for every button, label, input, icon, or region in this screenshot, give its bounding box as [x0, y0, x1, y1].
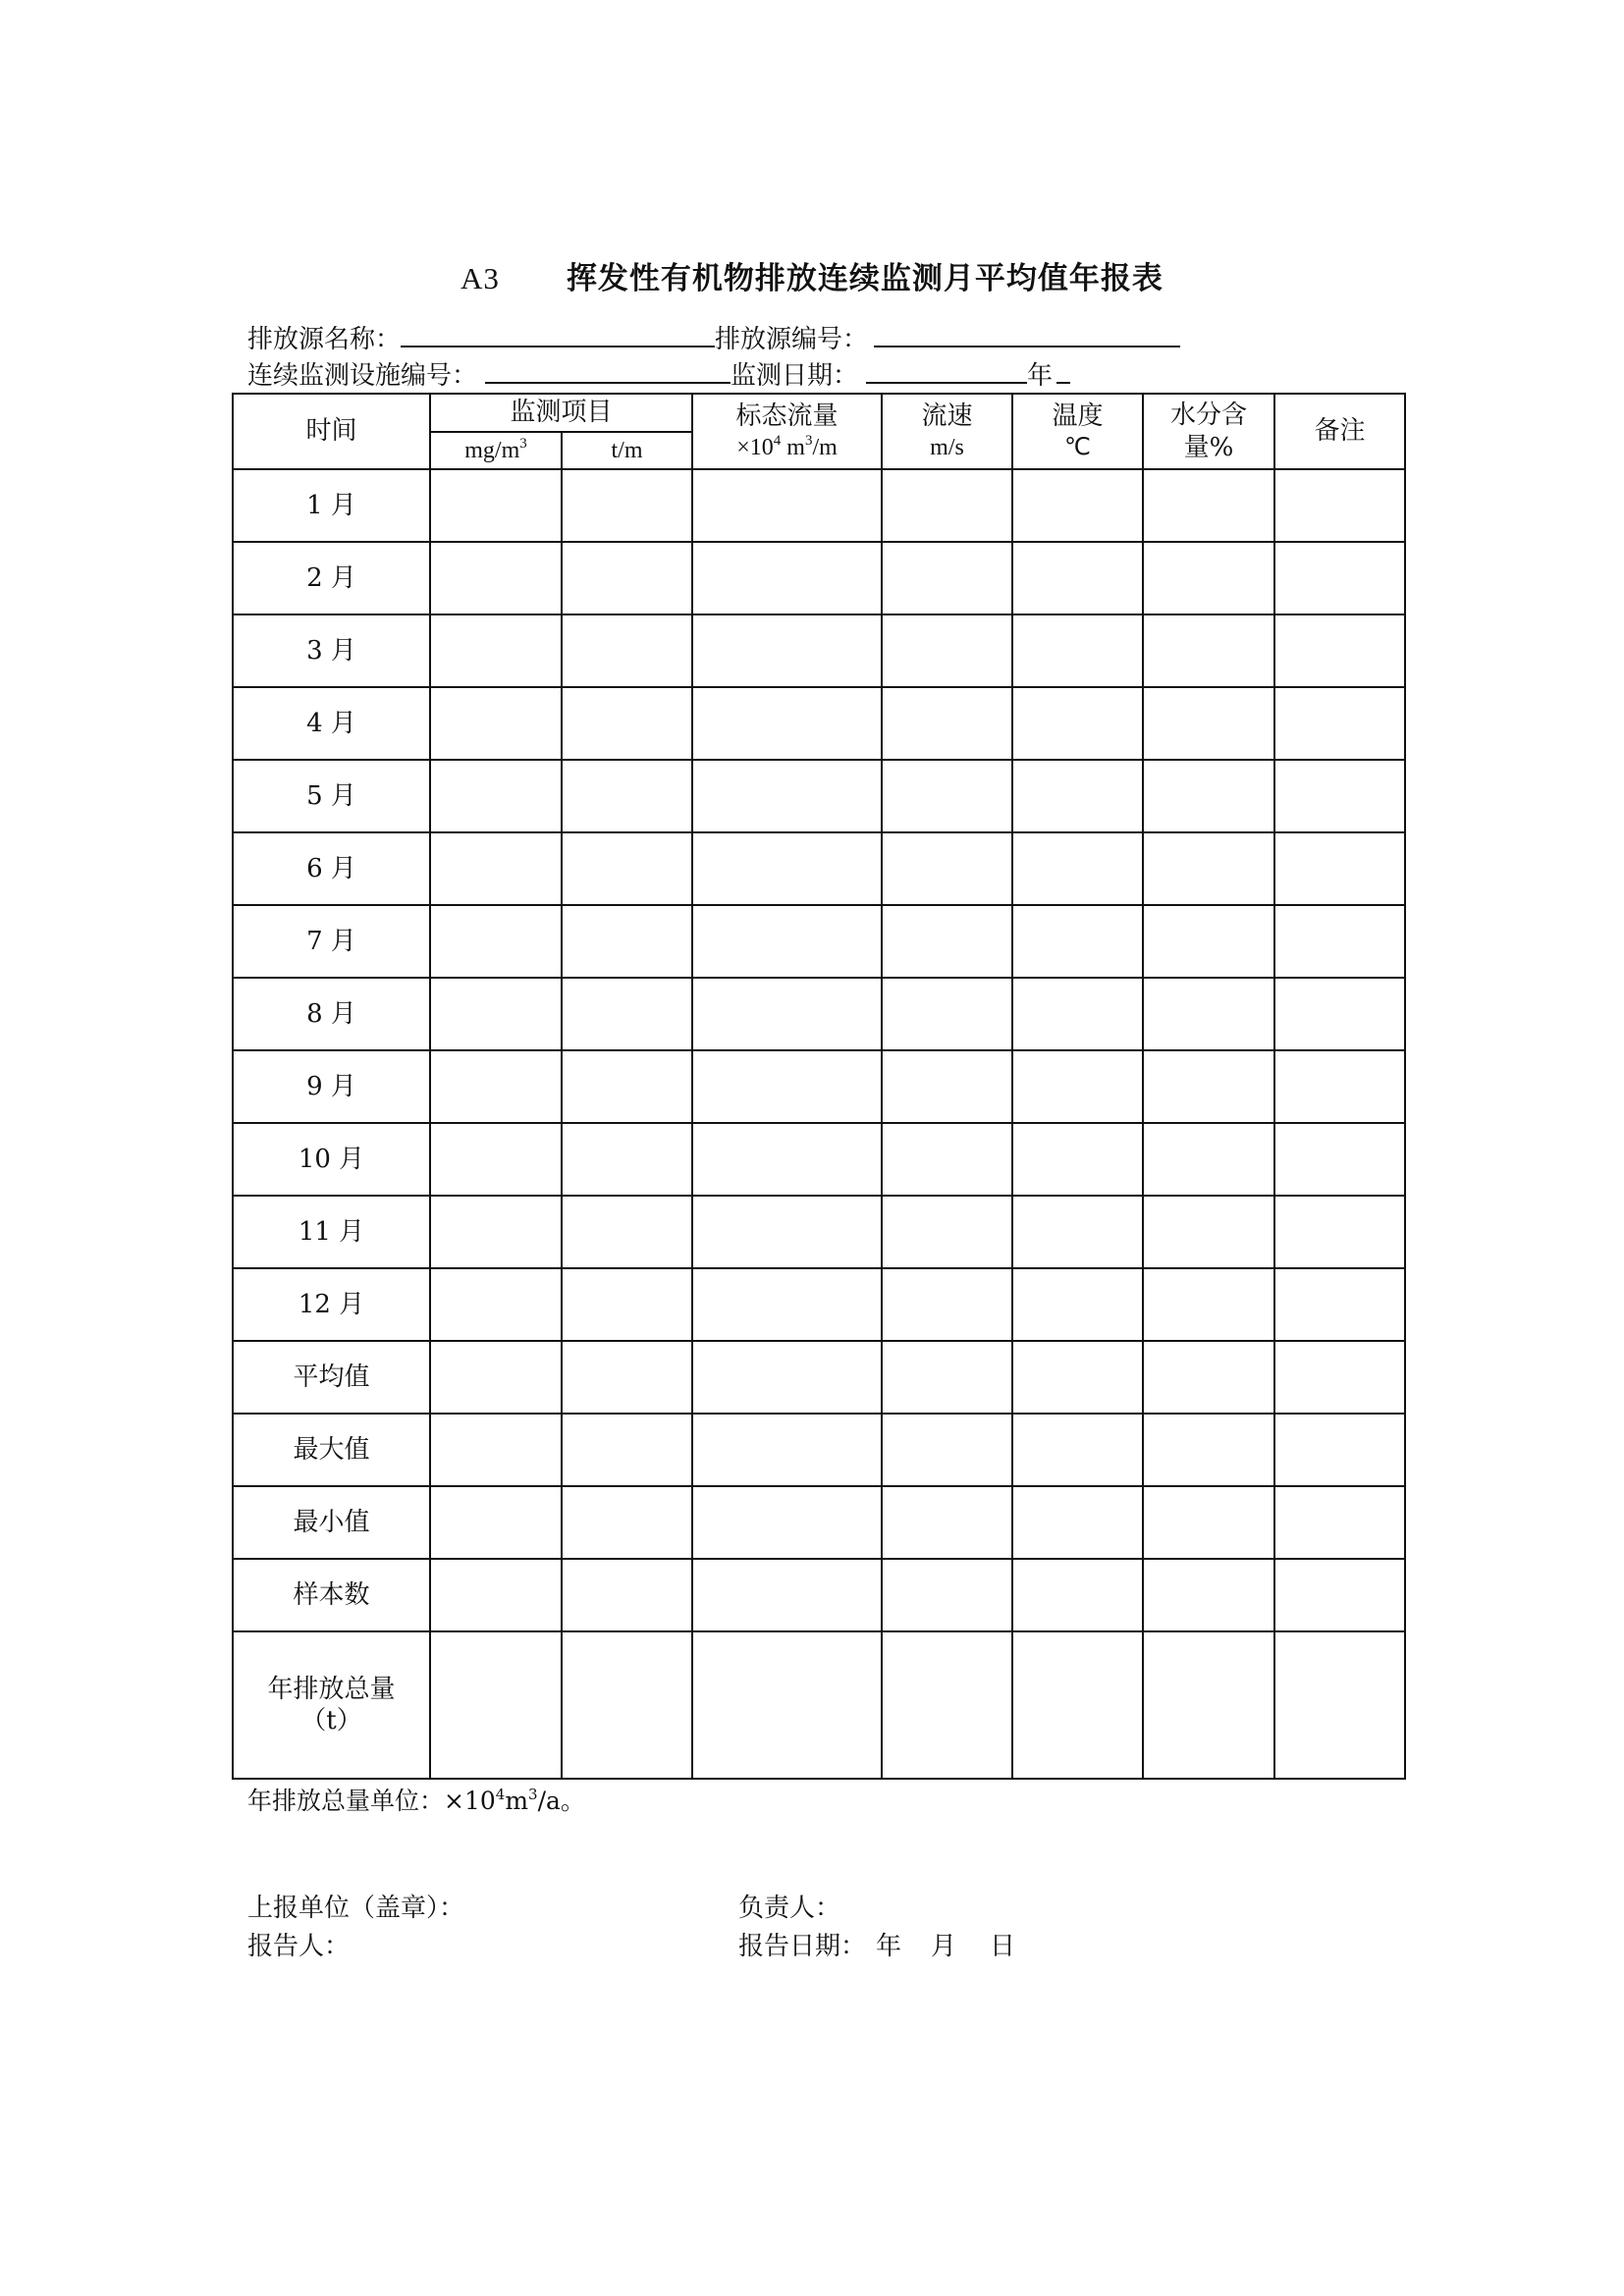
data-cell[interactable]: [1143, 978, 1274, 1050]
table-row: [233, 760, 1405, 832]
data-cell[interactable]: [692, 832, 882, 905]
data-cell[interactable]: [430, 1341, 562, 1414]
data-cell[interactable]: [1143, 1196, 1274, 1268]
table-row: [233, 1268, 1405, 1341]
data-cell[interactable]: [1143, 1268, 1274, 1341]
data-cell[interactable]: [692, 1341, 882, 1414]
data-cell[interactable]: [430, 614, 562, 687]
table-row: [233, 832, 1405, 905]
source-no-field[interactable]: [874, 320, 1180, 347]
header-time: 时间: [233, 394, 430, 469]
data-cell[interactable]: [1143, 687, 1274, 760]
data-cell[interactable]: [1274, 542, 1405, 614]
data-cell[interactable]: [430, 760, 562, 832]
data-cell[interactable]: [562, 1631, 692, 1779]
data-cell[interactable]: [430, 832, 562, 905]
data-cell[interactable]: [562, 1559, 692, 1631]
data-cell[interactable]: [882, 687, 1012, 760]
header-monitor-items: 监测项目: [430, 394, 692, 432]
data-cell[interactable]: [692, 1631, 882, 1779]
header-temperature: [1012, 394, 1143, 469]
data-cell[interactable]: [562, 905, 692, 978]
row-label: 平均值: [233, 1341, 430, 1414]
data-cell[interactable]: [1274, 614, 1405, 687]
source-no-label: 排放源编号：: [715, 325, 869, 354]
data-cell[interactable]: [1012, 1631, 1143, 1779]
table-row: [233, 1123, 1405, 1196]
data-cell[interactable]: [430, 687, 562, 760]
row-label: 10 月: [233, 1123, 430, 1196]
data-cell[interactable]: [1274, 1414, 1405, 1486]
data-cell[interactable]: [692, 1268, 882, 1341]
page-title: [0, 253, 1624, 297]
data-cell[interactable]: [1274, 1123, 1405, 1196]
data-cell[interactable]: [882, 1268, 1012, 1341]
annual-total-unit: （t）: [300, 1706, 362, 1735]
reporter-label: 报告人：: [247, 1932, 351, 1961]
table-row: [233, 1559, 1405, 1631]
data-cell[interactable]: [1274, 1631, 1405, 1779]
year-field[interactable]: [1056, 356, 1070, 384]
facility-no-field[interactable]: [485, 356, 731, 384]
data-cell[interactable]: [430, 542, 562, 614]
data-cell[interactable]: [430, 1196, 562, 1268]
data-cell[interactable]: [1143, 1486, 1274, 1559]
data-cell[interactable]: [882, 760, 1012, 832]
data-cell[interactable]: [1012, 760, 1143, 832]
data-cell[interactable]: [882, 542, 1012, 614]
data-cell[interactable]: [562, 1123, 692, 1196]
row-label: 11 月: [233, 1196, 430, 1268]
data-cell[interactable]: [1274, 1268, 1405, 1341]
row-label: 最大值: [233, 1414, 430, 1486]
report-date-year: 年: [876, 1932, 902, 1961]
row-label: 2 月: [233, 542, 430, 614]
facility-no-label: 连续监测设施编号：: [247, 361, 478, 391]
monitor-date-label: 监测日期：: [731, 361, 859, 391]
table-row: [233, 1341, 1405, 1414]
data-cell[interactable]: [692, 542, 882, 614]
data-cell[interactable]: [882, 614, 1012, 687]
data-cell[interactable]: [692, 614, 882, 687]
table-row: [233, 614, 1405, 687]
header-mass-unit: t/m: [562, 432, 692, 469]
data-cell[interactable]: [1143, 1631, 1274, 1779]
data-cell[interactable]: [1143, 1414, 1274, 1486]
data-cell[interactable]: [562, 978, 692, 1050]
data-cell[interactable]: [692, 1050, 882, 1123]
data-cell[interactable]: [692, 1123, 882, 1196]
data-cell[interactable]: [882, 1341, 1012, 1414]
footnote-units: 年排放总量单位：$\times 10^4m^3/a$。: [247, 1786, 585, 1815]
data-cell[interactable]: [882, 469, 1012, 542]
data-cell[interactable]: [1274, 1341, 1405, 1414]
data-cell[interactable]: [1012, 905, 1143, 978]
data-cell[interactable]: [692, 760, 882, 832]
row-label: 12 月: [233, 1268, 430, 1341]
row-label: 6 月: [233, 832, 430, 905]
data-cell[interactable]: [882, 1631, 1012, 1779]
flow-unit: $\times 10^4$ $m^3/m$: [736, 432, 838, 460]
data-cell[interactable]: [562, 1050, 692, 1123]
data-cell[interactable]: [1143, 1341, 1274, 1414]
meta-row-source: [247, 319, 1180, 355]
data-cell[interactable]: [562, 1196, 692, 1268]
data-cell[interactable]: [1274, 1486, 1405, 1559]
data-cell[interactable]: [1143, 614, 1274, 687]
row-label: 1 月: [233, 469, 430, 542]
data-cell[interactable]: [1012, 614, 1143, 687]
data-cell[interactable]: [1012, 1123, 1143, 1196]
report-date-month: 月: [931, 1932, 957, 1961]
data-cell[interactable]: [1012, 687, 1143, 760]
data-cell[interactable]: [430, 1559, 562, 1631]
report-date: [738, 1926, 1015, 1962]
data-cell[interactable]: [562, 760, 692, 832]
data-cell[interactable]: [882, 978, 1012, 1050]
form-code: A3: [460, 261, 500, 295]
data-cell[interactable]: [1143, 542, 1274, 614]
data-cell[interactable]: [1012, 1196, 1143, 1268]
data-cell[interactable]: [562, 832, 692, 905]
data-cell[interactable]: [1012, 1050, 1143, 1123]
header-remarks: 备注: [1274, 394, 1405, 469]
temp-unit: ℃: [1064, 434, 1091, 460]
data-cell[interactable]: [430, 978, 562, 1050]
header-moisture: [1143, 394, 1274, 469]
flow-label: 标态流量: [735, 401, 839, 432]
row-label-annual-total: [233, 1631, 430, 1779]
table-row-annual-total: [233, 1631, 1405, 1779]
row-label: 5 月: [233, 760, 430, 832]
data-cell[interactable]: [692, 1559, 882, 1631]
data-cell[interactable]: [1274, 978, 1405, 1050]
reporting-unit-label: 上报单位（盖章）：: [247, 1894, 465, 1923]
source-name-field[interactable]: [401, 320, 715, 347]
data-cell[interactable]: [430, 1631, 562, 1779]
data-cell[interactable]: [882, 1486, 1012, 1559]
data-cell[interactable]: [562, 542, 692, 614]
table-row: [233, 905, 1405, 978]
table-row: [233, 687, 1405, 760]
data-cell[interactable]: [1012, 1559, 1143, 1631]
data-cell[interactable]: [1143, 1050, 1274, 1123]
row-label: 8 月: [233, 978, 430, 1050]
data-cell[interactable]: [882, 1123, 1012, 1196]
data-cell[interactable]: [430, 1414, 562, 1486]
data-cell[interactable]: [1274, 687, 1405, 760]
data-cell[interactable]: [562, 469, 692, 542]
row-label: 4 月: [233, 687, 430, 760]
data-cell[interactable]: [1012, 1341, 1143, 1414]
data-cell[interactable]: [882, 832, 1012, 905]
table-row: [233, 1414, 1405, 1486]
data-cell[interactable]: [1143, 1123, 1274, 1196]
source-name-label: 排放源名称：: [247, 325, 402, 354]
moisture-label-2: 量%: [1183, 432, 1234, 462]
data-cell[interactable]: [1274, 760, 1405, 832]
row-label: 最小值: [233, 1486, 430, 1559]
header-flow: [692, 394, 882, 469]
data-cell[interactable]: [430, 1486, 562, 1559]
data-cell[interactable]: [1012, 1414, 1143, 1486]
data-cell[interactable]: [692, 687, 882, 760]
data-cell[interactable]: [1274, 1559, 1405, 1631]
data-cell[interactable]: [562, 687, 692, 760]
year-label: 年: [1027, 361, 1054, 391]
speed-label: 流速: [921, 401, 973, 432]
data-cell[interactable]: [1143, 832, 1274, 905]
data-cell[interactable]: [430, 469, 562, 542]
data-cell[interactable]: [1012, 1268, 1143, 1341]
table-row: [233, 469, 1405, 542]
row-label: 3 月: [233, 614, 430, 687]
data-cell[interactable]: [1274, 905, 1405, 978]
data-cell[interactable]: [562, 1268, 692, 1341]
row-label: 样本数: [233, 1559, 430, 1631]
data-cell[interactable]: [430, 1268, 562, 1341]
speed-unit: m/s: [930, 434, 964, 460]
data-cell[interactable]: [1012, 542, 1143, 614]
responsible-person-label: 负责人：: [738, 1894, 841, 1923]
data-cell[interactable]: [692, 978, 882, 1050]
moisture-label-1: 水分含: [1170, 400, 1248, 430]
data-cell[interactable]: [562, 614, 692, 687]
data-cell[interactable]: [882, 1196, 1012, 1268]
report-date-day: 日: [990, 1932, 1016, 1961]
data-cell[interactable]: [1012, 832, 1143, 905]
data-cell[interactable]: [1143, 469, 1274, 542]
data-cell[interactable]: [1012, 978, 1143, 1050]
data-cell[interactable]: [1143, 760, 1274, 832]
data-cell[interactable]: [1012, 469, 1143, 542]
data-cell[interactable]: [692, 469, 882, 542]
data-cell[interactable]: [1012, 1486, 1143, 1559]
data-cell[interactable]: [882, 1414, 1012, 1486]
table-row: [233, 1050, 1405, 1123]
data-cell[interactable]: [1143, 905, 1274, 978]
data-cell[interactable]: [430, 1050, 562, 1123]
table-row: [233, 1196, 1405, 1268]
data-cell[interactable]: [882, 1050, 1012, 1123]
monitor-date-field[interactable]: [866, 356, 1027, 384]
data-cell[interactable]: [1143, 1559, 1274, 1631]
row-label: 9 月: [233, 1050, 430, 1123]
data-cell[interactable]: [430, 1123, 562, 1196]
data-cell[interactable]: [692, 905, 882, 978]
data-cell[interactable]: [1274, 469, 1405, 542]
data-cell[interactable]: [692, 1196, 882, 1268]
annual-total-label: 年排放总量: [267, 1674, 396, 1704]
table-row: [233, 542, 1405, 614]
header-speed: [882, 394, 1012, 469]
monthly-average-table: [232, 393, 1406, 1780]
data-cell[interactable]: [1274, 832, 1405, 905]
data-cell[interactable]: [1274, 1050, 1405, 1123]
temp-label: 温度: [1052, 401, 1104, 432]
meta-row-facility: [247, 355, 1070, 392]
data-cell[interactable]: [692, 1414, 882, 1486]
form-title: 挥发性有机物排放连续监测月平均值年报表: [566, 261, 1164, 296]
data-cell[interactable]: [430, 905, 562, 978]
data-cell[interactable]: [562, 1486, 692, 1559]
table-row: [233, 1486, 1405, 1559]
data-cell[interactable]: [562, 1341, 692, 1414]
header-concentration-unit: $mg/m^3$: [430, 432, 562, 469]
data-cell[interactable]: [562, 1414, 692, 1486]
data-cell[interactable]: [692, 1486, 882, 1559]
data-cell[interactable]: [882, 905, 1012, 978]
table-row: [233, 978, 1405, 1050]
report-date-label: 报告日期：: [738, 1932, 867, 1961]
data-cell[interactable]: [1274, 1196, 1405, 1268]
data-cell[interactable]: [882, 1559, 1012, 1631]
row-label: 7 月: [233, 905, 430, 978]
